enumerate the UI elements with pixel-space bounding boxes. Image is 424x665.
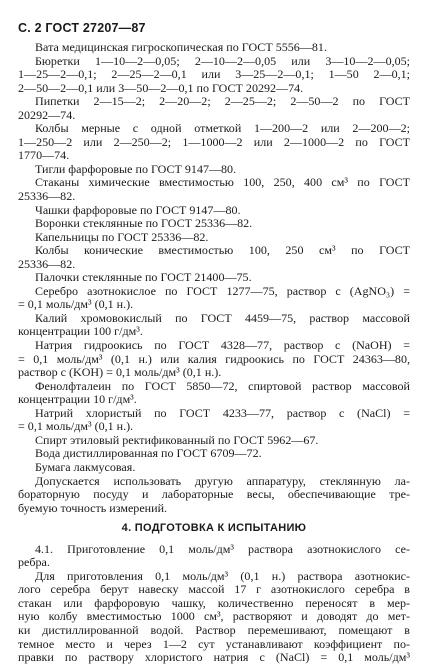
text-line: правки по раствору хлористого натрия c (NaCl) = 0,1 моль/дм³: [18, 650, 410, 665]
text-line: Колбы мерные с одной отметкой 1—200—2 или 2—200—2;: [35, 121, 410, 136]
text-line: Серебро азотнокислое по ГОСТ 1277—75, раствор c (AgNO₃) =: [35, 283, 410, 298]
text-line: Бюретки 1—10—2—0,05; 2—10—2—0,05 или 3—10—2—0,05;: [35, 53, 410, 68]
text-line: Вода дистиллированная по ГОСТ 6709—72.: [35, 446, 262, 461]
text-line: темное место и через 1—2 сут устанавливают коэффициент по-: [18, 636, 410, 651]
text-line: Для приготовления 0,1 моль/дм³ (0,1 н.) раствора азотнокис-: [35, 568, 410, 583]
text-line: 20292—74.: [18, 107, 76, 122]
text-line: 1—250—2 или 2—250—2; 1—1000—2 или 2—1000—2 по ГОСТ: [18, 134, 410, 149]
text-line: концентрации 100 г/дм³.: [18, 324, 143, 339]
text-line: Бумага лакмусовая.: [35, 459, 136, 474]
text-line: Чашки фарфоровые по ГОСТ 9147—80.: [35, 202, 241, 217]
text-line: = 0,1 моль/дм³ (0,1 н.) или калия гидроокись по ГОСТ 24363—80,: [18, 351, 410, 366]
text-line: стакан или фарфоровую чашку, количественно переносят в мер-: [18, 595, 410, 610]
text-line: Натрия гидроокись по ГОСТ 4328—77, раствор c (NaOH) =: [35, 338, 410, 353]
text-line: Капельницы по ГОСТ 25336—82.: [35, 229, 209, 244]
text-line: 25336—82.: [18, 256, 76, 271]
text-line: Палочки стеклянные по ГОСТ 21400—75.: [35, 270, 252, 285]
section-heading: 4. ПОДГОТОВКА К ИСПЫТАНИЮ: [121, 522, 307, 535]
text-line: 1770—74.: [18, 148, 70, 163]
text-line: 1—25—2—0,1; 2—25—2—0,1 или 3—25—2—0,1; 1—50 2—0,1;: [18, 67, 410, 82]
text-line: Калий хромовокислый по ГОСТ 4459—75, раствор массовой: [35, 310, 410, 325]
text-line: буемую точность измерений.: [18, 500, 168, 515]
text-line: Спирт этиловый ректификованный по ГОСТ 5962—67.: [35, 432, 319, 447]
text-line: ребра.: [18, 555, 50, 570]
text-line: = 0,1 моль/дм³ (0,1 н.).: [18, 297, 134, 312]
text-line: лого серебра берут навеску массой 17 г азотнокислого серебра в: [18, 582, 410, 597]
text-line: Фенолфталеин по ГОСТ 5850—72, спиртовой раствор массовой: [35, 378, 410, 393]
document-body: [18, 41, 410, 665]
text-line: ную колбу вместимостью 1000 см³, растворяют и доводят до мет-: [18, 609, 410, 624]
text-line: Пипетки 2—15—2; 2—20—2; 2—25—2; 2—50—2 по ГОСТ: [35, 94, 410, 109]
text-line: раствор c (KOH) = 0,1 моль/дм³ (0,1 н.).: [18, 365, 222, 380]
text-line: Стаканы химические вместимостью 100, 250, 400 см³ по ГОСТ: [35, 175, 410, 190]
text-line: концентрации 10 г/дм³.: [18, 392, 137, 407]
section-4-text: [18, 543, 410, 665]
text-line: Тигли фарфоровые по ГОСТ 9147—80.: [35, 161, 237, 176]
text-line: Натрий хлористый по ГОСТ 4233—77, раствор c (NaCl) =: [35, 405, 410, 420]
page-header: [18, 21, 146, 35]
text-line: Вата медицинская гигроскопическая по ГОСТ 5556—81.: [35, 40, 327, 54]
text-line: Колбы конические вместимостью 100, 250 см³ по ГОСТ: [35, 243, 410, 258]
text-line: 2—50—2—0,1 или 3—50—2—0,1 по ГОСТ 20292—74.: [18, 80, 304, 95]
text-line: Воронки стеклянные по ГОСТ 25336—82.: [35, 216, 253, 231]
text-line: бораторную посуду и лабораторные весы, обеспечивающие тре-: [18, 487, 410, 502]
text-line: 25336—82.: [18, 189, 76, 204]
text-line: Допускается использовать другую аппаратуру, стеклянную ла-: [35, 473, 410, 488]
materials-list: [18, 41, 410, 515]
page-number: С. 2: [18, 21, 42, 35]
text-line: 4.1. Приготовление 0,1 моль/дм³ раствора азотнокислого се-: [35, 541, 410, 556]
text-line: ки дистиллированной водой. Раствор перемешивают, помещают в: [18, 622, 410, 637]
standard-code: ГОСТ 27207—87: [45, 21, 146, 35]
text-line: = 0,1 моль/дм³ (0,1 н.).: [18, 419, 134, 434]
